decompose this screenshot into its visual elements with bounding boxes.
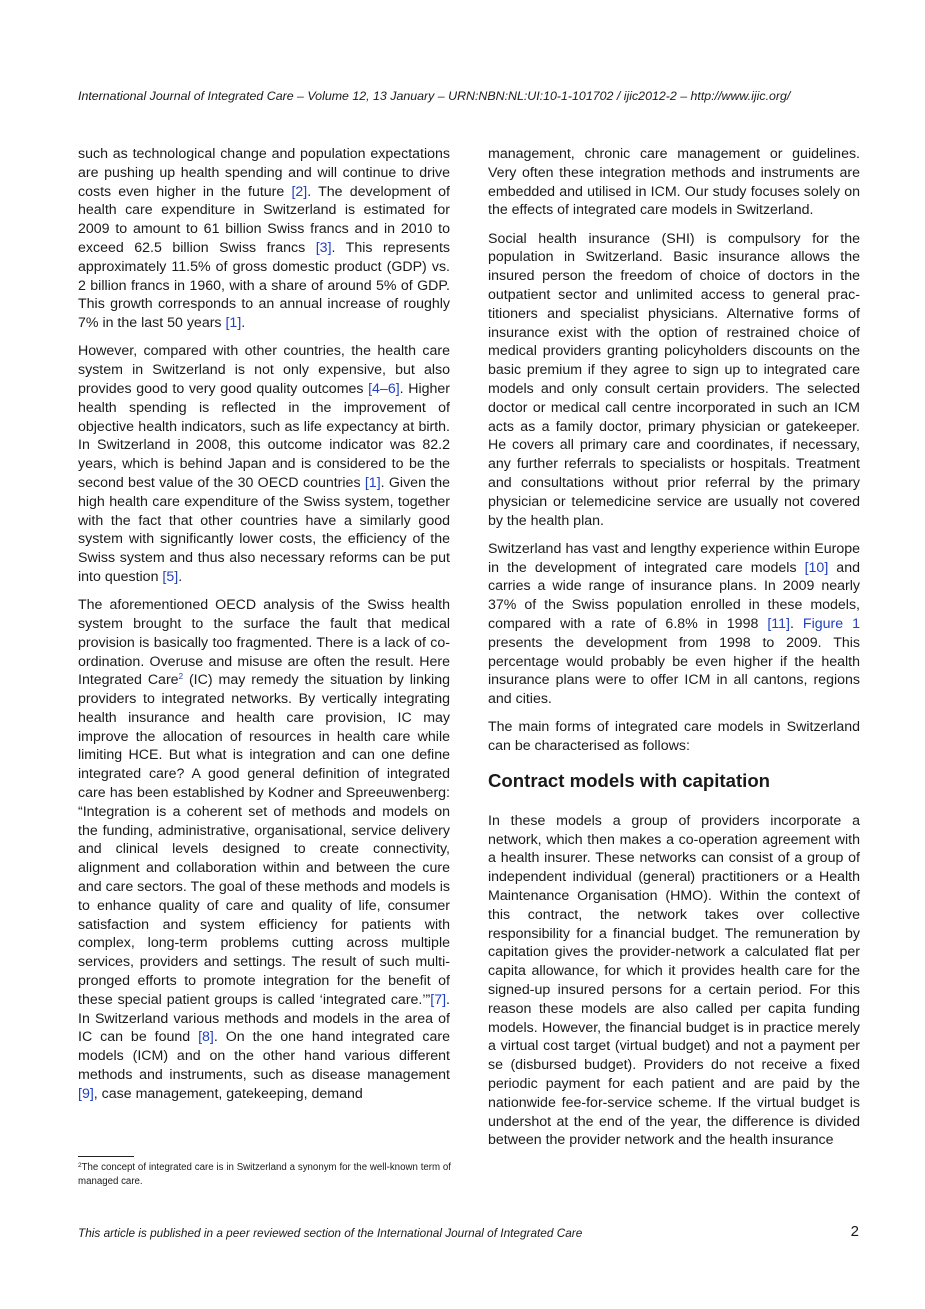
left-column — [78, 145, 450, 1113]
paragraph: The aforementioned OECD analysis of the Swiss health system brought to the surface the fault that medical provision is basically too fragmented. There is a lack of co-ordination. Overuse and misuse are often the result. Here Integrated Care$^2$ (IC) may remedy the situation by linking providers to integrated networks. By vertically integrating health insurance and health care provision, IC may improve the allocation of resources in health care while limiting HCE. But what is integration and can one define integrated care? A good general definition of integrated care has been established by Kodner and Spreeuwenberg: “Integration is a coherent set of methods and models on the funding, administrative, organisational, service delivery and clinical levels designed to create connectivity, alignment and collaboration within and between the cure and care sectors. The goal of these methods and models is to enhance quality of care and quality of life, consumer satisfaction and system efficiency for patients with complex, long-term problems cutting across multiple services, providers and settings. The result of such multi-pronged efforts to promote integration for the benefit of these special patient groups is called ‘integrated care.’”[7]. In Switzerland various methods and models in the area of IC can be found [8]. On the one hand integrated care models (ICM) and on the other hand various different methods and instruments, such as disease management [9], case management, gatekeeping, demand — [78, 597, 450, 1102]
footnote-number: 2 — [78, 1162, 82, 1169]
right-column — [488, 145, 860, 1160]
paragraph: management, chronic care management or guidelines. Very often these integration methods and instruments are embedded and utilised in ICM. Our study focuses solely on the effects of integrated care models in Switzerland. — [488, 146, 860, 219]
citation-link[interactable]: [7] — [430, 991, 447, 1008]
paragraph: Social health insurance (SHI) is compulsory for the population in Switzerland. Basic insurance allows the insured person the freedom of choice of doctors in the outpatient sector and unlimited access to general practitioners and specialist physicians. Alternative forms of insurance exist with the option of restrained choice of medical providers granting policyholders discounts on the basic premium if they agree to sign up to integrated care models and only consult certain providers. The selected doctor or medical call centre incorporated in such an ICM acts as a family doctor, primary physician or gatekeeper. He covers all primary care and coordinates, if necessary, any further referrals to specialists or hospitals. Treatment and consultations without prior referral by the primary physician or telemedicine service are usually not covered by the health plan. — [488, 230, 860, 529]
citation-link[interactable]: [1] — [225, 315, 242, 332]
paragraph: The main forms of integrated care models in Switzerland can be characterised as follows: — [488, 719, 860, 755]
running-header: International Journal of Integrated Care – Volume 12, 13 January – URN:NBN:NL:UI:10-1-101702 / ijic2012-2 – http://www.ijic.org/ — [78, 89, 791, 103]
paragraph: Switzerland has vast and lengthy experience within Europe in the development of integrated care models [10] and carries a wide range of insurance plans. In 2009 nearly 37% of the Swiss population enrolled in these models, compared with a rate of 6.8% in 1998 [11]. Figure 1 presents the development from 1998 to 2009. This percentage would probably be even higher if the health insurance plans were to offer ICM in all cantons, regions and cities. — [488, 540, 860, 708]
citation-link[interactable]: [8] — [198, 1029, 214, 1046]
citation-link[interactable]: [9] — [78, 1085, 94, 1102]
citation-link[interactable]: [1] — [364, 474, 381, 491]
footer-note: This article is published in a peer reviewed section of the International Journal of Integrated Care — [78, 1226, 583, 1240]
section-heading: Contract models with capitation — [488, 769, 771, 791]
citation-link[interactable]: [10] — [804, 559, 829, 576]
citation-link[interactable]: [11] — [767, 615, 790, 632]
citation-link[interactable]: [5] — [162, 568, 179, 585]
paragraph: such as technological change and population expectations are pushing up health spending and will continue to drive costs even higher in the future [2]. The development of health care expenditure in Switzerland is estimated for 2009 to amount to 61 billion Swiss francs and in 2010 to exceed 62.5 billion Swiss francs [3]. This represents approximately 11.5% of gross domestic product (GDP) vs. 2 billion francs in 1960, with a share of around 5% of GDP. This growth corresponds to an annual increase of roughly 7% in the last 50 years [1]. — [78, 146, 451, 332]
footnote-divider — [78, 1156, 134, 1157]
citation-link[interactable]: [4–6] — [368, 380, 400, 397]
citation-link[interactable]: [3] — [315, 239, 332, 256]
footnote: $^2$The concept of integrated care is in Switzerland a synonym for the well-known term of managed care. — [78, 1162, 451, 1187]
citation-link[interactable]: [2] — [291, 183, 308, 200]
paragraph: However, compared with other countries, the health care system in Switzerland is not only expensive, but also provides good to very good quality outcomes [4–6]. Higher health spending is reflected in the improvement of objective health indicators, such as life expectancy at birth. In Switzerland in 2008, this outcome indicator was 82.2 years, which is behind Japan and is considered to be the second best value of the 30 OECD countries [1]. Given the high health care expenditure of the Swiss system, together with the fact that other countries have a similarly good system with significantly lower costs, the efficiency of the Swiss system and thus also necessary reforms can be put into question [5]. — [78, 343, 450, 585]
figure-link[interactable]: Figure 1 — [802, 615, 860, 632]
page-number: 2 — [850, 1223, 859, 1240]
paragraph: In these models a group of providers incorporate a network, which then makes a co-operation agreement with a health insurer. These networks can consist of a group of independent individual (general) practitioners or a Health Maintenance Organisation (HMO). Within the context of this contract, the network takes over collective responsibility for a financial budget. The remuneration by capitation gives the provider-network a calculated flat per capita allowance, for which it provides health care for the signed-up insured persons for a certain period. For this reason these models are also called per capita funding models. However, the financial budget is in practice merely a virtual cost target (virtual budget) and not a payment per se (disbursed budget). Providers do not receive a fixed periodic payment for each patient and are paid by the nationwide fee-for-service scheme. If the virtual budget is undershot at the end of the year, the difference is divided between the provider network and the health insurance — [488, 812, 860, 1149]
footnote-marker[interactable]: 2 — [178, 672, 184, 682]
